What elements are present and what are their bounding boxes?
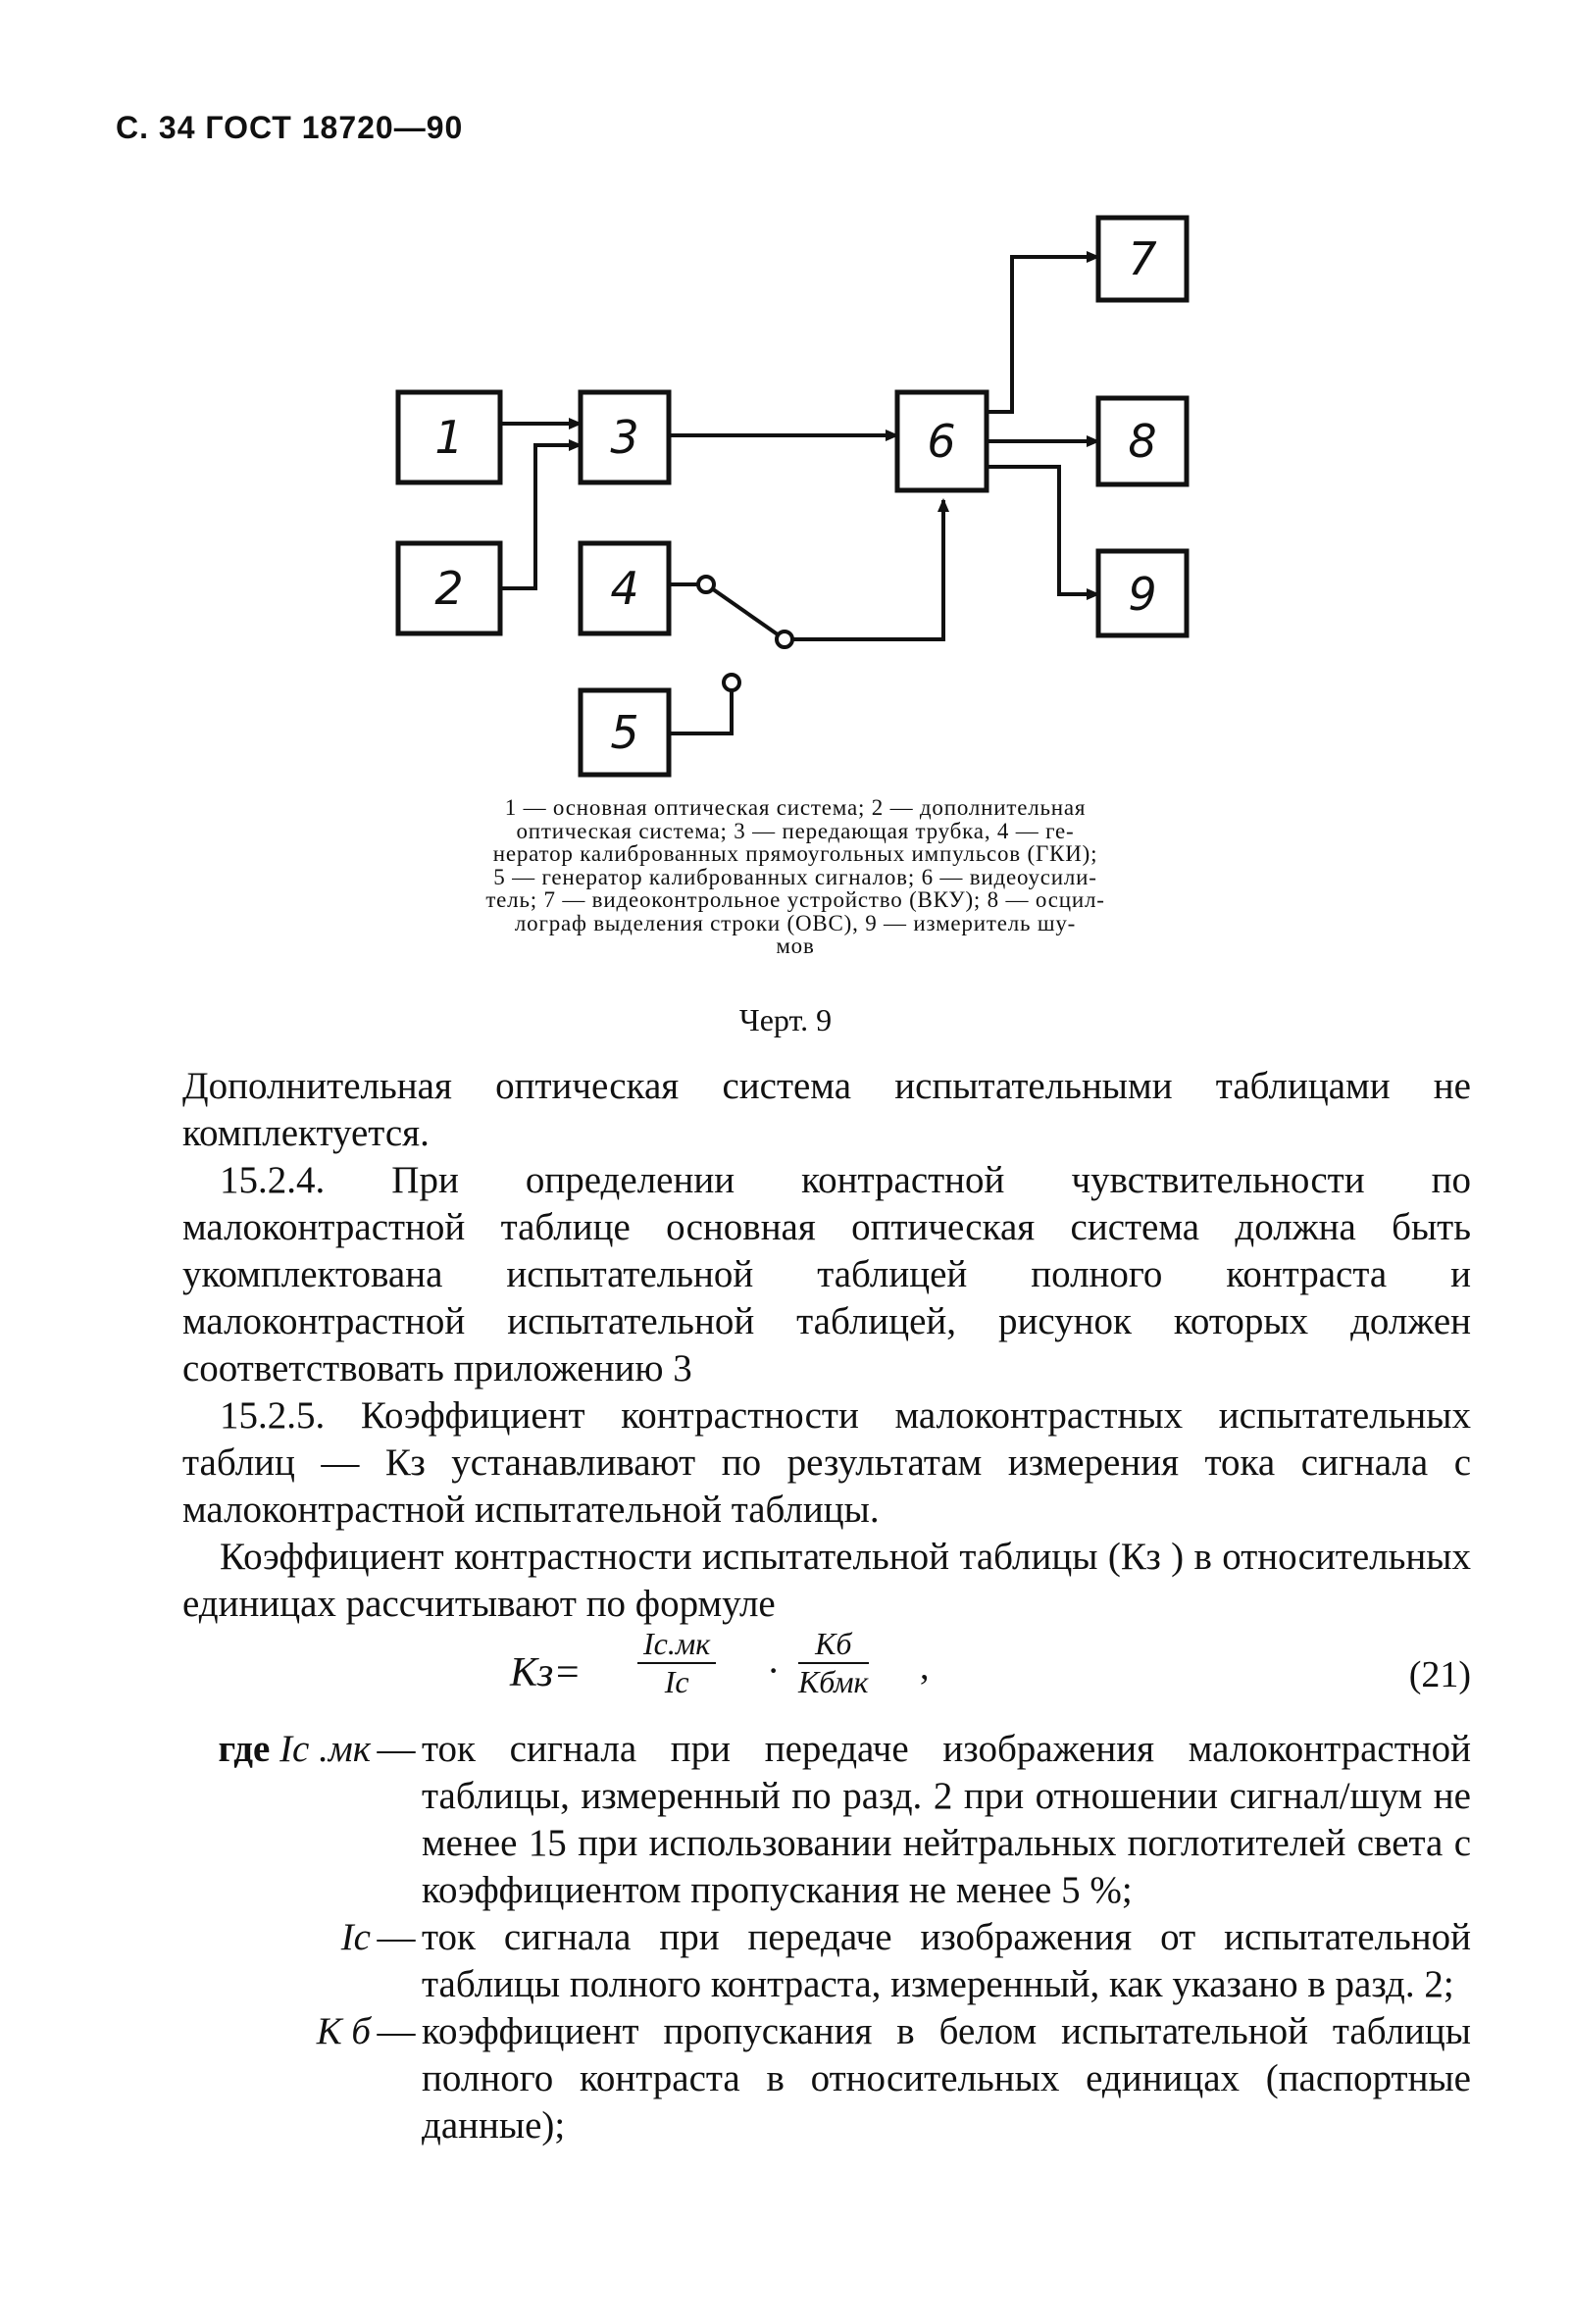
definition-dash: — — [377, 1916, 416, 1958]
page-header: С. 34 ГОСТ 18720—90 — [116, 110, 464, 145]
svg-text:5: 5 — [610, 706, 639, 759]
block-diagram — [373, 206, 1216, 794]
definition-symbol-wrap — [182, 1726, 371, 1914]
paragraph: Дополнительная оптическая система испытательными таблицами не комплектуется. — [182, 1065, 1471, 1154]
legend-line: 5 — генератор калиброванных сигналов; 6 — видеоусили- — [493, 864, 1097, 889]
definition-symbol: Iс — [340, 1916, 371, 1958]
legend-line: мов — [776, 934, 815, 958]
legend-line: тель; 7 — видеоконтрольное устройство (ВКУ); 8 — осцил- — [485, 887, 1105, 912]
fraction-numerator: Iс.мк — [637, 1626, 716, 1664]
formula-21 — [510, 1626, 1491, 1714]
definition-text: ток сигнала при передаче изображения малоконтрастной таблицы, измеренный по разд. 2 при отношении сигнал/шум не менее 15 при использовании нейтральных поглотителей света с коэффициентом пропускания не менее 5 %; — [422, 1728, 1471, 1911]
block-5 — [581, 690, 669, 775]
block-7 — [1098, 218, 1187, 300]
body-text — [182, 1063, 1471, 1628]
svg-text:8: 8 — [1128, 415, 1157, 468]
block-6 — [897, 392, 987, 490]
block-9 — [1098, 551, 1187, 635]
block-3 — [581, 392, 669, 482]
definition-symbol: К б — [316, 2010, 371, 2052]
svg-text:1: 1 — [434, 411, 464, 464]
definition-lead: где — [218, 1728, 271, 1770]
paragraph: 15.2.5. Коэффициент контрастности малоконтрастных испытательных таблиц — Кз устанавливают по результатам измерения тока сигнала с малоконтрастной испытательной таблицы. — [182, 1394, 1471, 1531]
fraction-current — [637, 1626, 716, 1700]
diagram-legend — [378, 796, 1213, 958]
fraction-denominator: Кбмк — [798, 1664, 869, 1699]
definitions-list — [182, 1726, 1471, 2149]
fraction-denominator: Iс — [664, 1664, 689, 1699]
multiply-dot: · — [767, 1648, 781, 1692]
fraction-transmission — [798, 1626, 869, 1700]
connections — [500, 257, 1098, 733]
legend-line: нератор калиброванных прямоугольных импульсов (ГКИ); — [492, 841, 1098, 866]
definition-text: коэффициент пропускания в белом испытательной таблицы полного контраста в относительных единицах (паспортные данные); — [422, 2010, 1471, 2147]
definition-item — [182, 1726, 1471, 1914]
legend-line: 1 — основная оптическая система; 2 — дополнительная — [504, 795, 1087, 820]
svg-text:3: 3 — [610, 411, 639, 464]
figure-caption: Черт. 9 — [738, 1002, 833, 1037]
svg-text:6: 6 — [927, 415, 956, 468]
definition-dash: — — [377, 1728, 416, 1770]
svg-text:9: 9 — [1128, 568, 1157, 621]
block-8 — [1098, 398, 1187, 484]
block-2 — [398, 543, 500, 633]
definition-text: ток сигнала при передаче изображения от испытательной таблицы полного контраста, измеренный, как указано в разд. 2; — [422, 1916, 1471, 2005]
definition-item — [182, 1914, 1471, 2008]
formula-lhs: Кз= — [510, 1650, 582, 1695]
legend-line: оптическая система; 3 — передающая трубка, 4 — ге- — [516, 818, 1075, 843]
svg-text:7: 7 — [1128, 232, 1157, 285]
block-4 — [581, 543, 669, 633]
svg-text:2: 2 — [434, 562, 464, 615]
legend-line: лограф выделения строки (ОВС), 9 — измеритель шу- — [514, 910, 1077, 935]
svg-text:4: 4 — [610, 562, 639, 615]
block-1 — [398, 392, 500, 482]
definition-item — [182, 2008, 1471, 2149]
paragraph: 15.2.4. При определении контрастной чувствительности по малоконтрастной таблице основная оптическая система должна быть укомплектована испытательной таблицей полного контраста и малоконтрастной испытательной таблицей, рисунок которых должен соответствовать приложению 3 — [182, 1159, 1471, 1389]
definition-dash: — — [377, 2010, 416, 2052]
formula-number: (21) — [1408, 1654, 1471, 1695]
paragraph: Коэффициент контрастности испытательной таблицы (Кз ) в относительных единицах рассчитывают по формуле — [182, 1536, 1471, 1625]
formula-comma: , — [920, 1646, 930, 1688]
fraction-numerator: Кб — [798, 1626, 869, 1664]
definition-symbol: Iс .мк — [279, 1728, 371, 1770]
